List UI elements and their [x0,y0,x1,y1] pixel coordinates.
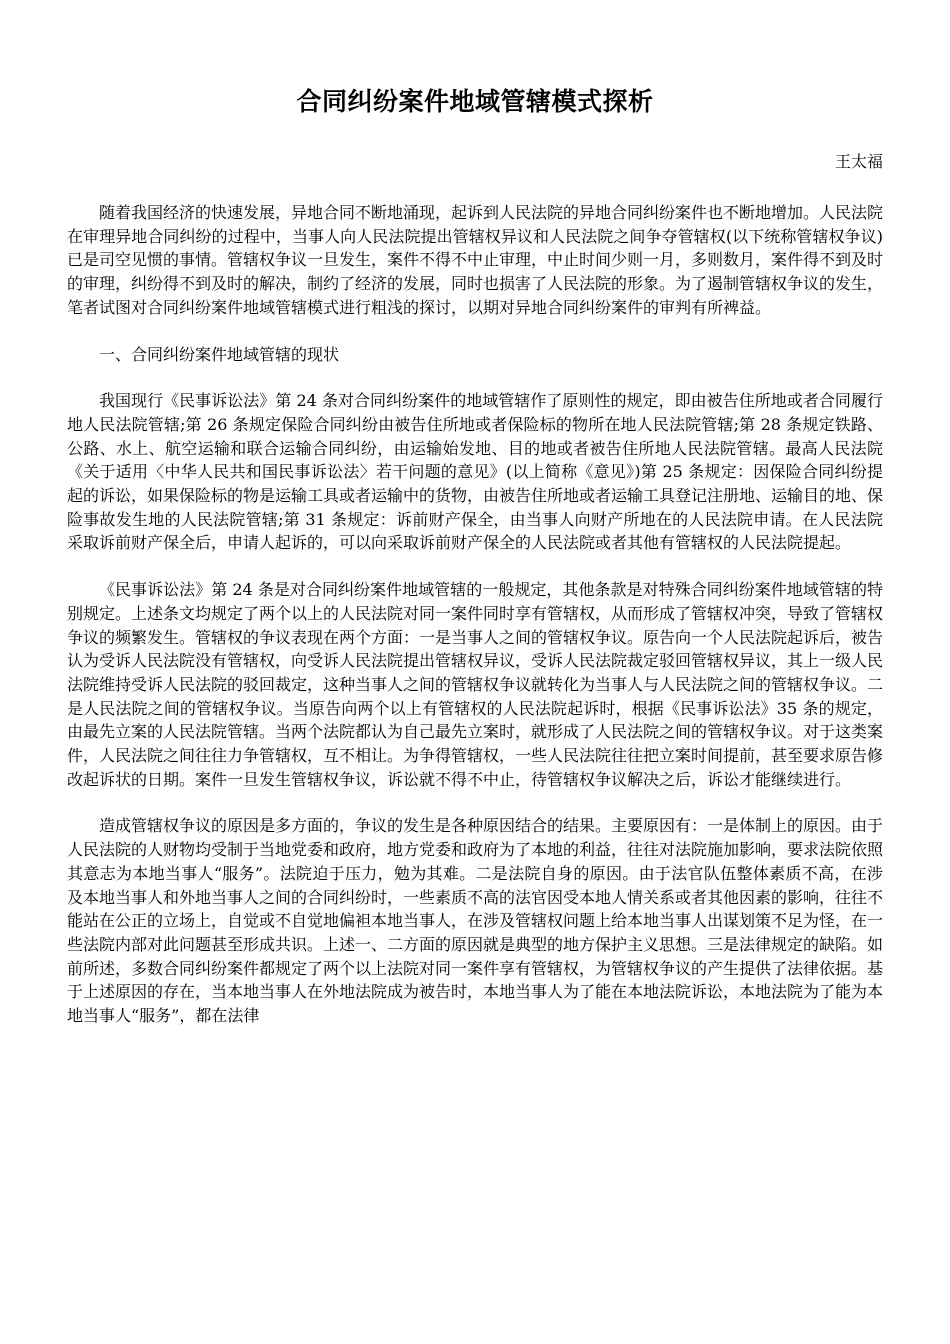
body-paragraph-2: 《民事诉讼法》第 24 条是对合同纠纷案件地域管辖的一般规定，其他条款是对特殊合同纠纷案件地域管辖的特别规定。上述条文均规定了两个以上的人民法院对同一案件同时享有管辖权，从而形成了管辖权冲突，导致了管辖权争议的频繁发生。管辖权的争议表现在两个方面：一是当事人之间的管辖权争议。原告向一个人民法院起诉后，被告认为受诉人民法院没有管辖权，向受诉人民法院提出管辖权异议，受诉人民法院裁定驳回管辖权异议，其上一级人民法院维持受诉人民法院的驳回裁定，这种当事人之间的管辖权争议就转化为当事人与人民法院之间的管辖权争议。二是人民法院之间的管辖权争议。当原告向两个以上有管辖权的人民法院起诉时，根据《民事诉讼法》35 条的规定，由最先立案的人民法院管辖。当两个法院都认为自己最先立案时，就形成了人民法院之间的管辖权争议。对于这类案件，人民法院之间往往力争管辖权，互不相让。为争得管辖权，一些人民法院往往把立案时间提前，甚至要求原告修改起诉状的日期。案件一旦发生管辖权争议，诉讼就不得不中止，待管辖权争议解决之后，诉讼才能继续进行。 [67,580,884,789]
document-title: 合同纠纷案件地域管辖模式探析 [296,87,654,116]
author-name: 王太福 [834,152,883,171]
section-heading: 一、合同纠纷案件地域管辖的现状 [99,344,340,364]
body-paragraph-1: 我国现行《民事诉讼法》第 24 条对合同纠纷案件的地域管辖作了原则性的规定，即由被告住所地或者合同履行地人民法院管辖;第 26 条规定保险合同纠纷由被告住所地或者保险标的物所在地人民法院管辖;第 28 条规定铁路、公路、水上、航空运输和联合运输合同纠纷，由运输始发地、目的地或者被告住所地人民法院管辖。最高人民法院《关于适用〈中华人民共和国民事诉讼法〉若干问题的意见》(以上简称《意见》)第 25 条规定：因保险合同纠纷提起的诉讼，如果保险标的物是运输工具或者运输中的货物，由被告住所地或者运输工具登记注册地、运输目的地、保险事故发生地的人民法院管辖;第 31 条规定：诉前财产保全，由当事人向财产所地在的人民法院申请。在人民法院采取诉前财产保全后，申请人起诉的，可以向采取诉前财产保全的人民法院或者其他有管辖权的人民法院提起。 [67,391,884,553]
document-page [67,84,883,1028]
intro-paragraph: 随着我国经济的快速发展，异地合同不断地涌现，起诉到人民法院的异地合同纠纷案件也不断地增加。人民法院在审理异地合同纠纷的过程中，当事人向人民法院提出管辖权异议和人民法院之间争夺管辖权(以下统称管辖权争议)已是司空见惯的事情。管辖权争议一旦发生，案件不得不中止审理，中止时间少则一月，多则数月，案件得不到及时的审理，纠纷得不到及时的解决，制约了经济的发展，同时也损害了人民法院的形象。为了遏制管辖权争议的发生，笔者试图对合同纠纷案件地域管辖模式进行粗浅的探讨，以期对异地合同纠纷案件的审判有所裨益。 [67,203,884,317]
body-paragraph-3: 造成管辖权争议的原因是多方面的，争议的发生是各种原因结合的结果。主要原因有：一是体制上的原因。由于人民法院的人财物均受制于当地党委和政府，地方党委和政府为了本地的利益，往往对法院施加影响，要求法院依照其意志为本地当事人“服务”。法院迫于压力，勉为其难。二是法院自身的原因。由于法官队伍整体素质不高，在涉及本地当事人和外地当事人之间的合同纠纷时，一些素质不高的法官因受本地人情关系或者其他因素的影响，往往不能站在公正的立场上，自觉或不自觉地偏袒本地当事人，在涉及管辖权问题上给本地当事人出谋划策不足为怪，在一些法院内部对此问题甚至形成共识。上述一、二方面的原因就是典型的地方保护主义思想。三是法律规定的缺陷。如前所述，多数合同纠纷案件都规定了两个以上法院对同一案件享有管辖权，为管辖权争议的产生提供了法律依据。基于上述原因的存在，当本地当事人在外地法院成为被告时，本地当事人为了能在本地法院诉讼，本地法院为了能为本地当事人“服务”，都在法律 [67,816,884,1026]
